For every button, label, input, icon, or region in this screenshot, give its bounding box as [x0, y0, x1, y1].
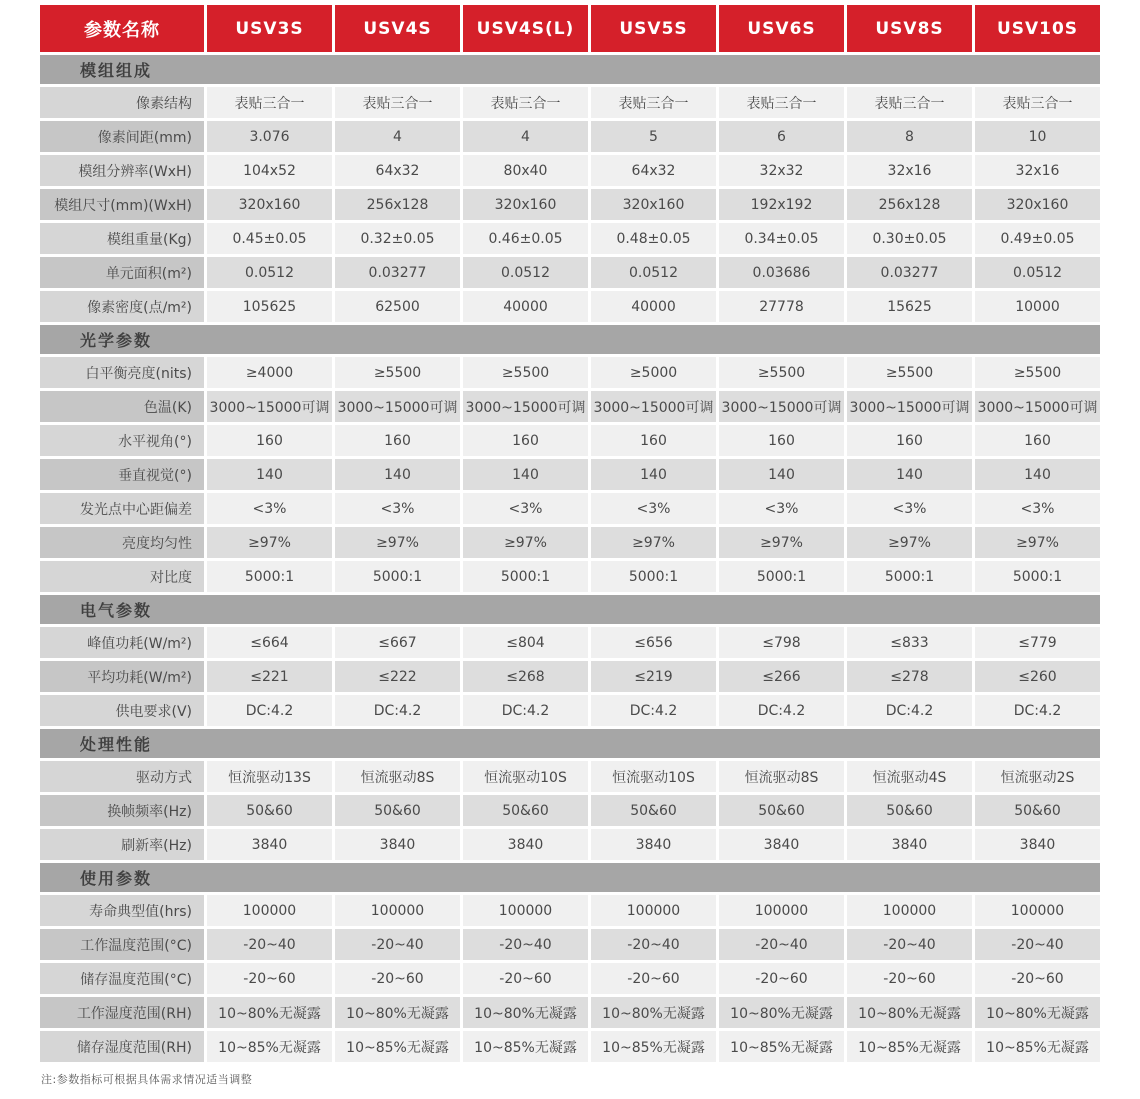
row-label: 亮度均匀性: [40, 527, 204, 558]
cell-value: ≥97%: [975, 527, 1100, 558]
cell-value: 表贴三合一: [207, 87, 332, 118]
cell-value: 10~85%无凝露: [207, 1031, 332, 1062]
row-label: 模组尺寸(mm)(WxH): [40, 189, 204, 220]
cell-value: 表贴三合一: [847, 87, 972, 118]
cell-value: 0.46±0.05: [463, 223, 588, 254]
row-label: 像素密度(点/m²): [40, 291, 204, 322]
cell-value: 3840: [975, 829, 1100, 860]
cell-value: 0.0512: [207, 257, 332, 288]
cell-value: ≥5500: [975, 357, 1100, 388]
spec-table: [40, 5, 1100, 1062]
cell-value: 3000~15000可调: [463, 391, 588, 422]
cell-value: DC:4.2: [463, 695, 588, 726]
cell-value: ≥97%: [463, 527, 588, 558]
cell-value: 3840: [847, 829, 972, 860]
cell-value: 50&60: [847, 795, 972, 826]
cell-value: 62500: [335, 291, 460, 322]
cell-value: 100000: [335, 895, 460, 926]
cell-value: ≥97%: [207, 527, 332, 558]
cell-value: 80x40: [463, 155, 588, 186]
cell-value: 3000~15000可调: [591, 391, 716, 422]
cell-value: ≤266: [719, 661, 844, 692]
cell-value: <3%: [335, 493, 460, 524]
cell-value: 64x32: [591, 155, 716, 186]
row-label: 白平衡亮度(nits): [40, 357, 204, 388]
cell-value: 5000:1: [719, 561, 844, 592]
cell-value: 10~80%无凝露: [847, 997, 972, 1028]
cell-value: 恒流驱动2S: [975, 761, 1100, 792]
cell-value: 3840: [207, 829, 332, 860]
row-label: 像素结构: [40, 87, 204, 118]
section-title: 处理性能: [40, 729, 1100, 758]
cell-value: 50&60: [591, 795, 716, 826]
cell-value: 恒流驱动10S: [463, 761, 588, 792]
cell-value: 3000~15000可调: [975, 391, 1100, 422]
section-title: 使用参数: [40, 863, 1100, 892]
cell-value: 0.48±0.05: [591, 223, 716, 254]
cell-value: 40000: [463, 291, 588, 322]
cell-value: ≤260: [975, 661, 1100, 692]
cell-value: 50&60: [207, 795, 332, 826]
param-name-header: 参数名称: [40, 5, 204, 52]
row-label: 工作温度范围(°C): [40, 929, 204, 960]
cell-value: 256x128: [847, 189, 972, 220]
cell-value: 表贴三合一: [719, 87, 844, 118]
cell-value: 10~80%无凝露: [335, 997, 460, 1028]
cell-value: 10~85%无凝露: [847, 1031, 972, 1062]
cell-value: 3840: [335, 829, 460, 860]
cell-value: 0.34±0.05: [719, 223, 844, 254]
cell-value: ≤798: [719, 627, 844, 658]
cell-value: 5000:1: [975, 561, 1100, 592]
cell-value: 10~85%无凝露: [719, 1031, 844, 1062]
cell-value: -20~40: [207, 929, 332, 960]
cell-value: 100000: [591, 895, 716, 926]
row-label: 供电要求(V): [40, 695, 204, 726]
cell-value: 320x160: [207, 189, 332, 220]
cell-value: 表贴三合一: [591, 87, 716, 118]
cell-value: 恒流驱动4S: [847, 761, 972, 792]
cell-value: 3840: [719, 829, 844, 860]
row-label: 单元面积(m²): [40, 257, 204, 288]
cell-value: 140: [975, 459, 1100, 490]
cell-value: 表贴三合一: [975, 87, 1100, 118]
cell-value: 160: [847, 425, 972, 456]
cell-value: -20~40: [463, 929, 588, 960]
row-label: 像素间距(mm): [40, 121, 204, 152]
cell-value: ≥97%: [719, 527, 844, 558]
cell-value: 100000: [207, 895, 332, 926]
cell-value: 恒流驱动8S: [335, 761, 460, 792]
cell-value: -20~60: [207, 963, 332, 994]
cell-value: ≤664: [207, 627, 332, 658]
cell-value: -20~40: [591, 929, 716, 960]
cell-value: 10~80%无凝露: [719, 997, 844, 1028]
cell-value: 10~85%无凝露: [591, 1031, 716, 1062]
row-label: 寿命典型值(hrs): [40, 895, 204, 926]
row-label: 垂直视觉(°): [40, 459, 204, 490]
cell-value: 105625: [207, 291, 332, 322]
cell-value: 0.0512: [463, 257, 588, 288]
section-title: 模组组成: [40, 55, 1100, 84]
row-label: 工作湿度范围(RH): [40, 997, 204, 1028]
cell-value: 100000: [463, 895, 588, 926]
column-header: USV6S: [719, 5, 844, 52]
cell-value: DC:4.2: [335, 695, 460, 726]
cell-value: 3.076: [207, 121, 332, 152]
cell-value: ≥97%: [591, 527, 716, 558]
cell-value: 0.30±0.05: [847, 223, 972, 254]
row-label: 对比度: [40, 561, 204, 592]
cell-value: -20~60: [975, 963, 1100, 994]
cell-value: 5000:1: [207, 561, 332, 592]
section-title: 光学参数: [40, 325, 1100, 354]
cell-value: 3000~15000可调: [207, 391, 332, 422]
cell-value: 160: [463, 425, 588, 456]
cell-value: 8: [847, 121, 972, 152]
cell-value: 5: [591, 121, 716, 152]
cell-value: -20~60: [591, 963, 716, 994]
cell-value: 256x128: [335, 189, 460, 220]
cell-value: 64x32: [335, 155, 460, 186]
row-label: 驱动方式: [40, 761, 204, 792]
cell-value: ≤804: [463, 627, 588, 658]
cell-value: 140: [719, 459, 844, 490]
cell-value: ≥5500: [847, 357, 972, 388]
column-header: USV10S: [975, 5, 1100, 52]
cell-value: 3840: [591, 829, 716, 860]
cell-value: 32x16: [847, 155, 972, 186]
column-header: USV4S(L): [463, 5, 588, 52]
cell-value: <3%: [847, 493, 972, 524]
cell-value: -20~40: [975, 929, 1100, 960]
cell-value: 10~80%无凝露: [591, 997, 716, 1028]
cell-value: ≤278: [847, 661, 972, 692]
cell-value: -20~40: [719, 929, 844, 960]
cell-value: 0.0512: [591, 257, 716, 288]
cell-value: 0.49±0.05: [975, 223, 1100, 254]
cell-value: 0.45±0.05: [207, 223, 332, 254]
cell-value: 192x192: [719, 189, 844, 220]
cell-value: 140: [207, 459, 332, 490]
cell-value: 10~85%无凝露: [975, 1031, 1100, 1062]
cell-value: 0.03277: [335, 257, 460, 288]
footnote: 注:参数指标可根据具体需求情况适当调整: [41, 1073, 253, 1086]
cell-value: 100000: [847, 895, 972, 926]
row-label: 储存温度范围(°C): [40, 963, 204, 994]
cell-value: 3000~15000可调: [719, 391, 844, 422]
cell-value: -20~60: [335, 963, 460, 994]
cell-value: 0.03277: [847, 257, 972, 288]
cell-value: <3%: [719, 493, 844, 524]
cell-value: ≥97%: [847, 527, 972, 558]
cell-value: 320x160: [975, 189, 1100, 220]
cell-value: ≤222: [335, 661, 460, 692]
cell-value: 32x16: [975, 155, 1100, 186]
cell-value: -20~60: [719, 963, 844, 994]
cell-value: ≤656: [591, 627, 716, 658]
cell-value: 10~85%无凝露: [463, 1031, 588, 1062]
row-label: 模组重量(Kg): [40, 223, 204, 254]
cell-value: DC:4.2: [975, 695, 1100, 726]
cell-value: DC:4.2: [207, 695, 332, 726]
cell-value: 140: [591, 459, 716, 490]
section-title: 电气参数: [40, 595, 1100, 624]
cell-value: 160: [975, 425, 1100, 456]
cell-value: 104x52: [207, 155, 332, 186]
cell-value: 320x160: [463, 189, 588, 220]
cell-value: 表贴三合一: [335, 87, 460, 118]
cell-value: 140: [847, 459, 972, 490]
column-header: USV8S: [847, 5, 972, 52]
row-label: 色温(K): [40, 391, 204, 422]
row-label: 水平视角(°): [40, 425, 204, 456]
cell-value: 10~80%无凝露: [975, 997, 1100, 1028]
spec-table-wrap: [40, 5, 1100, 1087]
cell-value: 3000~15000可调: [847, 391, 972, 422]
cell-value: 表贴三合一: [463, 87, 588, 118]
cell-value: 50&60: [975, 795, 1100, 826]
cell-value: 10~80%无凝露: [207, 997, 332, 1028]
cell-value: ≥5500: [463, 357, 588, 388]
cell-value: ≥5500: [335, 357, 460, 388]
cell-value: ≤268: [463, 661, 588, 692]
cell-value: <3%: [463, 493, 588, 524]
cell-value: 50&60: [335, 795, 460, 826]
cell-value: 160: [207, 425, 332, 456]
row-label: 峰值功耗(W/m²): [40, 627, 204, 658]
cell-value: 160: [719, 425, 844, 456]
cell-value: ≥4000: [207, 357, 332, 388]
cell-value: DC:4.2: [591, 695, 716, 726]
cell-value: 100000: [975, 895, 1100, 926]
cell-value: 0.03686: [719, 257, 844, 288]
cell-value: 3000~15000可调: [335, 391, 460, 422]
cell-value: -20~40: [847, 929, 972, 960]
cell-value: 32x32: [719, 155, 844, 186]
cell-value: 140: [335, 459, 460, 490]
cell-value: 160: [591, 425, 716, 456]
cell-value: ≥5000: [591, 357, 716, 388]
cell-value: 40000: [591, 291, 716, 322]
column-header: USV5S: [591, 5, 716, 52]
cell-value: ≤667: [335, 627, 460, 658]
cell-value: 50&60: [719, 795, 844, 826]
cell-value: ≤833: [847, 627, 972, 658]
cell-value: 4: [335, 121, 460, 152]
cell-value: ≤219: [591, 661, 716, 692]
cell-value: 5000:1: [335, 561, 460, 592]
column-header: USV3S: [207, 5, 332, 52]
cell-value: 140: [463, 459, 588, 490]
cell-value: 0.0512: [975, 257, 1100, 288]
cell-value: 恒流驱动8S: [719, 761, 844, 792]
row-label: 刷新率(Hz): [40, 829, 204, 860]
cell-value: <3%: [207, 493, 332, 524]
cell-value: 10000: [975, 291, 1100, 322]
cell-value: <3%: [975, 493, 1100, 524]
row-label: 发光点中心距偏差: [40, 493, 204, 524]
cell-value: ≥97%: [335, 527, 460, 558]
cell-value: 10~80%无凝露: [463, 997, 588, 1028]
cell-value: 320x160: [591, 189, 716, 220]
row-label: 平均功耗(W/m²): [40, 661, 204, 692]
cell-value: -20~60: [463, 963, 588, 994]
cell-value: 3840: [463, 829, 588, 860]
column-header: USV4S: [335, 5, 460, 52]
cell-value: -20~40: [335, 929, 460, 960]
cell-value: DC:4.2: [719, 695, 844, 726]
cell-value: 160: [335, 425, 460, 456]
cell-value: 恒流驱动13S: [207, 761, 332, 792]
cell-value: 100000: [719, 895, 844, 926]
cell-value: -20~60: [847, 963, 972, 994]
row-label: 换帧频率(Hz): [40, 795, 204, 826]
row-label: 储存湿度范围(RH): [40, 1031, 204, 1062]
cell-value: 6: [719, 121, 844, 152]
cell-value: 4: [463, 121, 588, 152]
cell-value: 0.32±0.05: [335, 223, 460, 254]
cell-value: ≤221: [207, 661, 332, 692]
cell-value: 5000:1: [463, 561, 588, 592]
cell-value: ≥5500: [719, 357, 844, 388]
cell-value: <3%: [591, 493, 716, 524]
cell-value: 27778: [719, 291, 844, 322]
cell-value: 10: [975, 121, 1100, 152]
row-label: 模组分辨率(WxH): [40, 155, 204, 186]
cell-value: 5000:1: [591, 561, 716, 592]
cell-value: ≤779: [975, 627, 1100, 658]
cell-value: 5000:1: [847, 561, 972, 592]
cell-value: 恒流驱动10S: [591, 761, 716, 792]
cell-value: DC:4.2: [847, 695, 972, 726]
cell-value: 15625: [847, 291, 972, 322]
cell-value: 10~85%无凝露: [335, 1031, 460, 1062]
cell-value: 50&60: [463, 795, 588, 826]
